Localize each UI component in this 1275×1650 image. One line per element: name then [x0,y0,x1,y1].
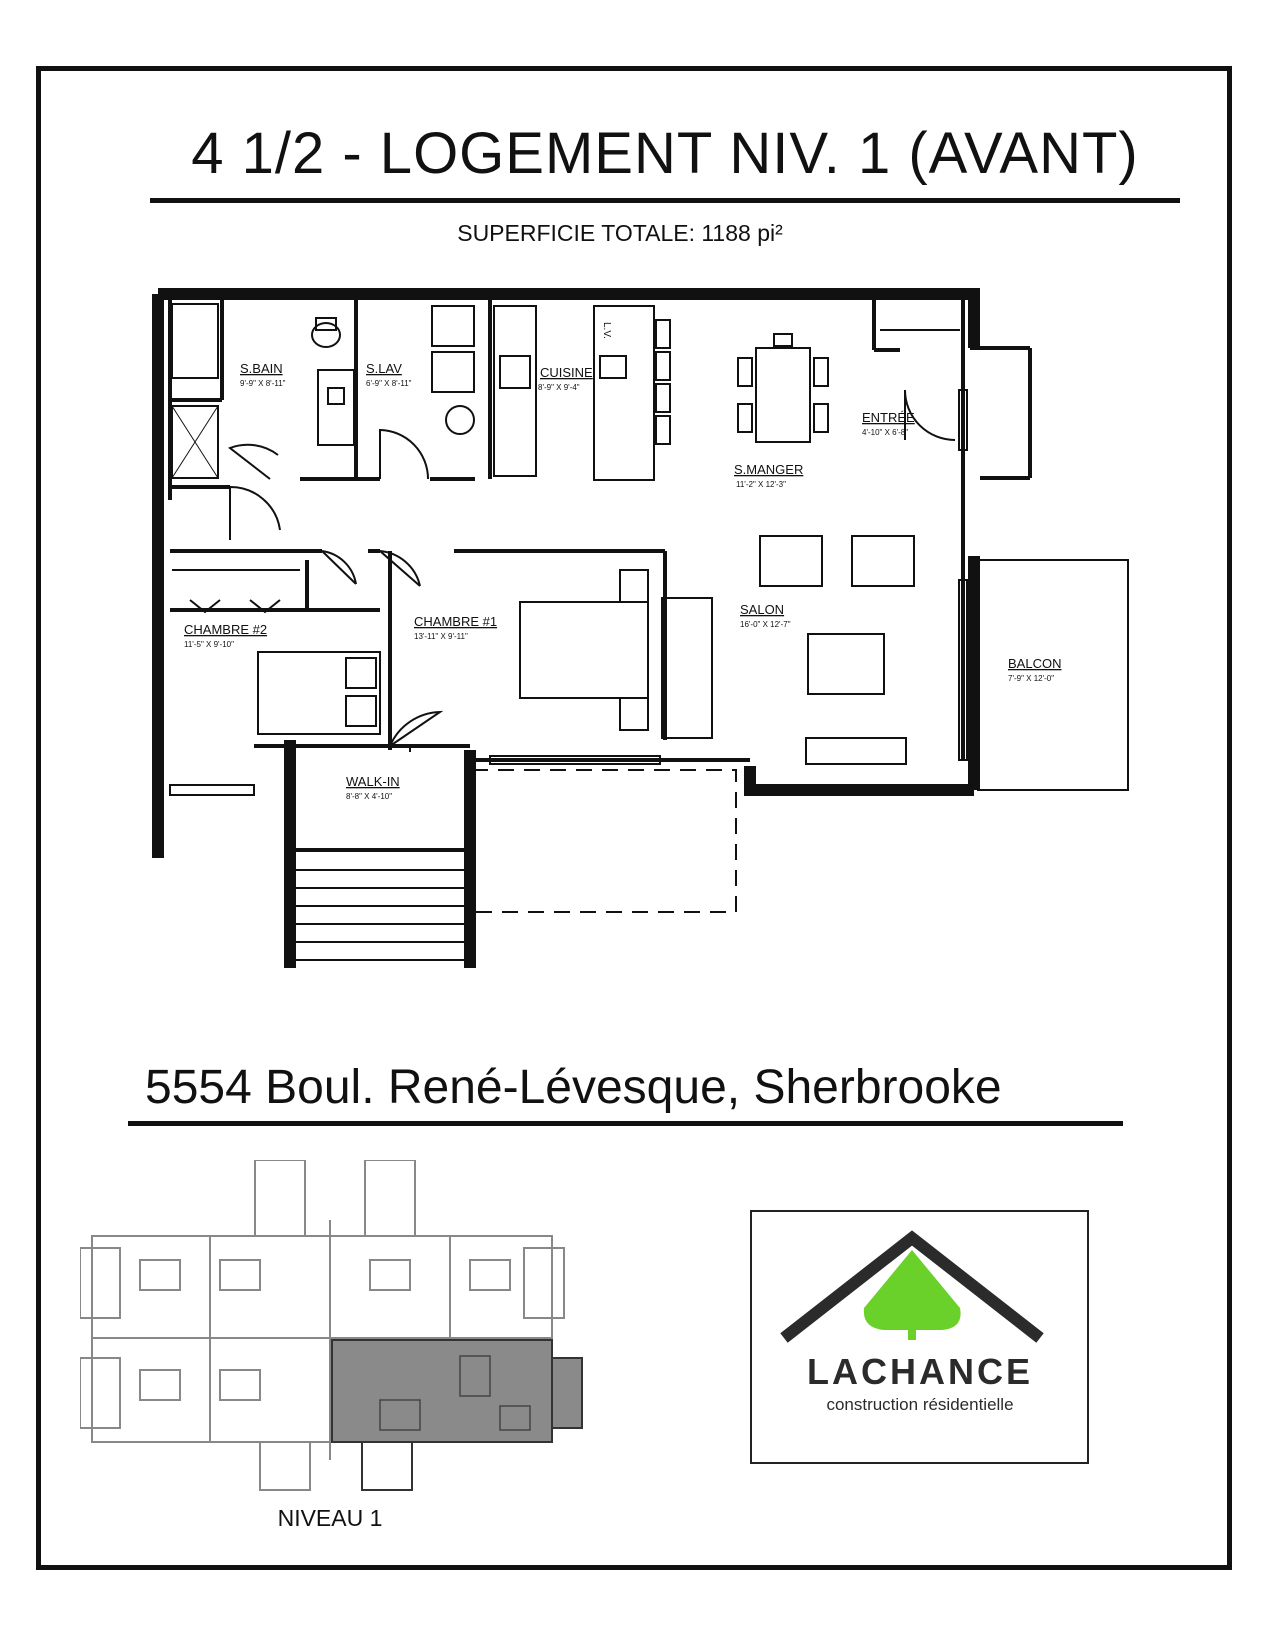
room-dims: 4'-10" X 6'-8" [862,428,909,437]
room-dims: 8'-9" X 9'-4" [538,383,580,392]
dining-table [756,348,810,442]
vanity [318,370,354,445]
patio-dashed [472,770,736,912]
bathtub [172,304,218,378]
room-name: S.MANGER [734,462,804,477]
logo-name: LACHANCE [807,1351,1033,1392]
room-name: CHAMBRE #1 [414,614,498,629]
exterior-walls [158,294,974,968]
room-name: SALON [740,602,785,617]
room-name: S.LAV [366,361,402,376]
dryer [432,352,474,392]
room-dims: 11'-2" X 12'-3" [736,480,786,489]
sofa [662,598,712,738]
highlighted-unit [332,1340,552,1442]
room-dims: 11'-5" X 9'-10" [184,640,234,649]
room-name: CUISINE [540,365,593,380]
room-name: CHAMBRE #2 [184,622,268,637]
kitchen-counter [494,306,536,476]
room-name: BALCON [1008,656,1062,671]
room-dims: 6'-9" X 8'-11" [366,379,412,388]
bed-1 [520,602,648,698]
armchair [760,536,822,586]
room-name: ENTRÉE [862,410,915,425]
room-name: S.BAIN [240,361,283,376]
armchair [852,536,914,586]
lv-label: L.V. [601,322,612,339]
interior-walls [170,300,1030,850]
room-dims: 13'-11" X 9'-11" [414,632,468,641]
address-underline [128,1121,1123,1126]
address: 5554 Boul. René-Lévesque, Sherbrooke [145,1061,1002,1114]
total-area: SUPERFICIE TOTALE: 1188 pi² [457,220,783,246]
level-label: NIVEAU 1 [277,1505,383,1531]
room-dims: 8'-8" X 4'-10" [346,792,393,801]
room-dims: 7'-9" X 12'-0" [1008,674,1055,683]
washer [432,306,474,346]
room-name: WALK-IN [346,774,400,789]
logo-tagline: construction résidentielle [826,1395,1014,1414]
logo-mark [752,1212,1087,1462]
company-logo [750,1210,1089,1464]
level-key-plan [80,1160,590,1500]
coffee-table [808,634,884,694]
room-dims: 9'-9" X 8'-11" [240,379,286,388]
page-title: 4 1/2 - LOGEMENT NIV. 1 (AVANT) [191,121,1139,186]
tv-unit [806,738,906,764]
stove [500,356,530,388]
bed-2 [258,652,380,734]
stairs [296,870,464,960]
room-dims: 16'-0" X 12'-7" [740,620,791,629]
